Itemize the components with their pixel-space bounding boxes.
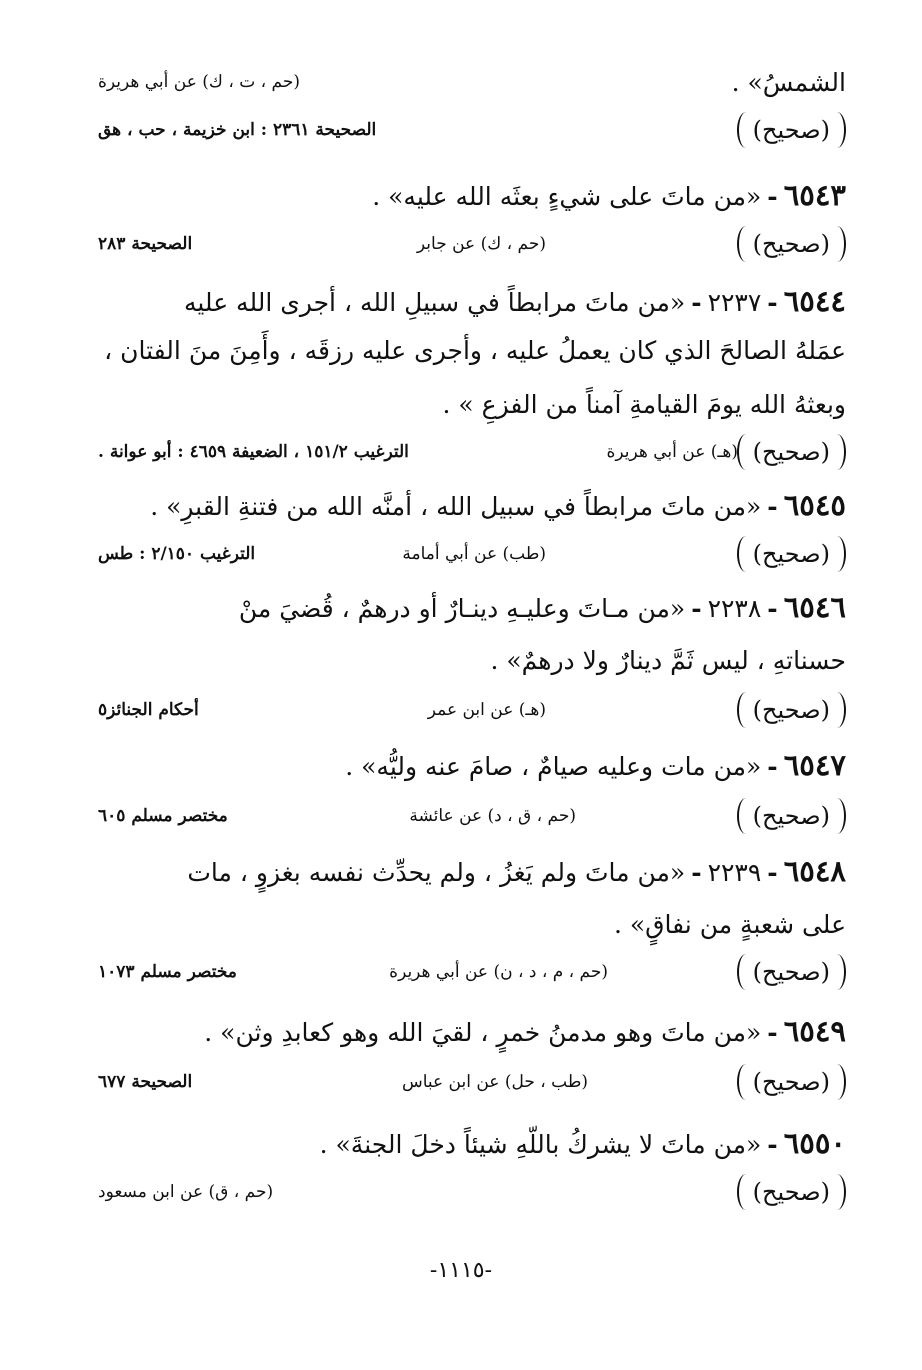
grade-badge: (صحيح) xyxy=(737,798,846,834)
source: (حم ، ت ، ك) عن أبي هريرة xyxy=(98,72,300,92)
source: (طب) عن أبي أمامة xyxy=(402,544,546,564)
grade-badge: (صحيح) xyxy=(737,112,846,148)
separator: - xyxy=(691,858,702,887)
reference: مختصر مسلم ٦٠٥ xyxy=(98,806,228,826)
grade-badge: (صحيح) xyxy=(737,692,846,728)
cross-number: ٢٢٣٩ xyxy=(707,858,762,887)
reference: الصحيحة ٦٧٧ xyxy=(98,1072,193,1092)
hadith-line xyxy=(98,846,846,898)
hadith-text: «من ماتَ ولم يَغزُ ، ولم يحدِّث نفسه بغزوٍ ، مات xyxy=(187,858,686,887)
hadith-line xyxy=(98,636,846,686)
separator: - xyxy=(767,752,778,781)
hadith-line xyxy=(98,1006,846,1058)
hadith-line xyxy=(98,326,846,376)
hadith-text: «من مات وعليه صيامٌ ، صامَ عنه وليُّه» . xyxy=(345,752,762,781)
meta-line xyxy=(98,798,846,838)
source: (حم ، ق) عن ابن مسعود xyxy=(98,1182,274,1202)
hadith-number: ٦٥٤٥ xyxy=(783,488,846,522)
meta-line xyxy=(98,1174,846,1214)
source: (طب ، حل) عن ابن عباس xyxy=(401,1072,588,1092)
hadith-text: وبعثهُ الله يومَ القيامةِ آمناً من الفزعِ » . xyxy=(442,390,846,419)
hadith-text: حسناتهِ ، ليس ثَمَّ دينارٌ ولا درهمٌ» . xyxy=(490,646,846,675)
separator: - xyxy=(767,858,778,887)
cross-number: ٢٢٣٨ xyxy=(707,594,762,623)
grade-badge: (صحيح) xyxy=(737,226,846,262)
grade-badge: (صحيح) xyxy=(737,536,846,572)
source: (هـ) عن أبي هريرة xyxy=(606,442,738,462)
grade-badge: (صحيح) xyxy=(737,434,846,470)
hadith-line xyxy=(98,1118,846,1170)
grade-badge: (صحيح) xyxy=(737,1064,846,1100)
hadith-line xyxy=(98,276,846,328)
cross-number: ٢٢٣٧ xyxy=(707,288,762,317)
reference: مختصر مسلم ١٠٧٣ xyxy=(98,962,237,982)
hadith-text: «من ماتَ مرابطاً في سبيل الله ، أمنَّه الله من فتنةِ القبرِ» . xyxy=(150,492,762,521)
separator: - xyxy=(767,492,778,521)
hadith-line xyxy=(98,582,846,634)
source: (حم ، ك) عن جابر xyxy=(416,234,546,254)
hadith-line xyxy=(98,380,846,430)
separator: - xyxy=(767,182,778,211)
hadith-text: على شعبةٍ من نفاقٍ» . xyxy=(613,910,846,939)
hadith-line xyxy=(98,900,846,950)
separator: - xyxy=(691,288,702,317)
reference: الترغيب ٢/١٥٠ : طس xyxy=(98,544,256,564)
separator: - xyxy=(767,594,778,623)
hadith-text: «من ماتَ وهو مدمنُ خمرٍ ، لقيَ الله وهو كعابدِ وثن» . xyxy=(204,1018,762,1047)
meta-line xyxy=(98,1064,846,1104)
hadith-line xyxy=(98,740,846,792)
source: (هـ) عن ابن عمر xyxy=(427,700,546,720)
reference: الصحيحة ٢٣٦١ : ابن خزيمة ، حب ، هق xyxy=(98,120,377,140)
hadith-text: «من ماتَ لا يشركُ باللّهِ شيئاً دخلَ الجنةَ» . xyxy=(319,1130,762,1159)
meta-line xyxy=(98,954,846,994)
hadith-number: ٦٥٤٨ xyxy=(783,854,846,888)
source: (حم ، م ، د ، ن) عن أبي هريرة xyxy=(389,962,608,982)
hadith-line xyxy=(98,480,846,532)
reference: أحكام الجنائز٥ xyxy=(98,700,199,720)
hadith-number: ٦٥٥٠ xyxy=(783,1126,846,1160)
reference: الصحيحة ٢٨٣ xyxy=(98,234,193,254)
hadith-number: ٦٥٤٧ xyxy=(783,748,846,782)
hadith-text: الشمسُ» . xyxy=(731,68,846,97)
page-number: -١١١٥- xyxy=(429,1258,493,1283)
separator: - xyxy=(767,1018,778,1047)
hadith-number: ٦٥٤٩ xyxy=(783,1014,846,1048)
hadith-text: «من مـاتَ وعليـهِ دينـارٌ أو درهمٌ ، قُضيَ منْ xyxy=(238,594,686,623)
hadith-line xyxy=(98,170,846,222)
grade-badge: (صحيح) xyxy=(737,954,846,990)
meta-line xyxy=(98,112,846,152)
hadith-text: «من ماتَ مرابطاً في سبيلِ الله ، أجرى الله عليه xyxy=(183,288,686,317)
grade-badge: (صحيح) xyxy=(737,1174,846,1210)
meta-line xyxy=(98,692,846,732)
hadith-number: ٦٥٤٣ xyxy=(783,178,846,212)
reference: الترغيب ١٥١/٢ ، الضعيفة ٤٦٥٩ : أبو عوانة . xyxy=(98,442,409,462)
hadith-number: ٦٥٤٤ xyxy=(783,284,846,318)
hadith-number: ٦٥٤٦ xyxy=(783,590,846,624)
hadith-text: عمَلهُ الصالحَ الذي كان يعملُ عليه ، وأجرى عليه رزقَه ، وأَمِنَ منَ الفتان ، xyxy=(104,336,846,365)
meta-line xyxy=(98,536,846,576)
separator: - xyxy=(767,288,778,317)
hadith-text: «من ماتَ على شيءٍ بعثَه الله عليه» . xyxy=(372,182,762,211)
meta-line xyxy=(98,434,846,474)
separator: - xyxy=(767,1130,778,1159)
meta-line xyxy=(98,226,846,266)
separator: - xyxy=(691,594,702,623)
source: (حم ، ق ، د) عن عائشة xyxy=(409,806,576,826)
source-line xyxy=(98,66,846,106)
